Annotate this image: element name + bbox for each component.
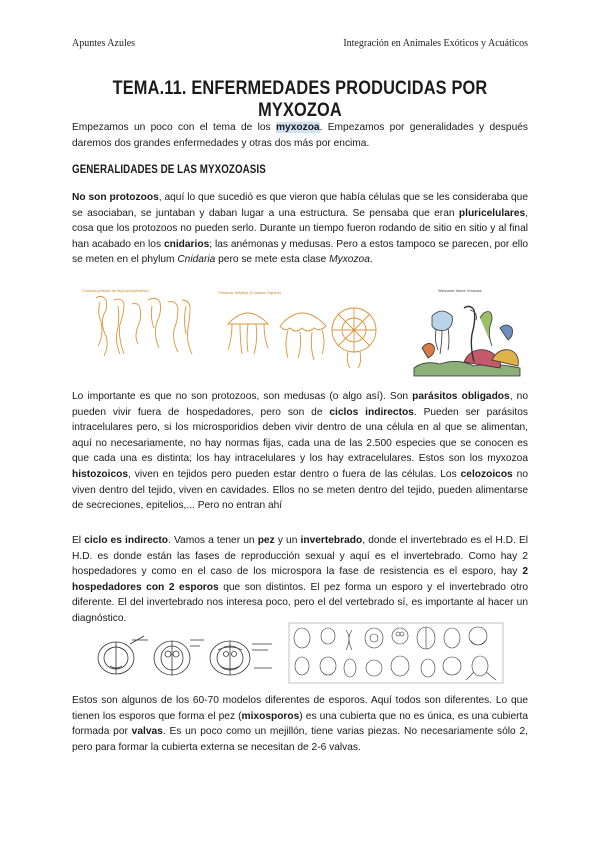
p4-bold-2: valvas [131,726,163,738]
p2-text-2: , no pueden vivir fuera de hospedadores, pero son de [72,391,528,418]
paragraph-1 [72,190,528,268]
p1-bold-3: cnidarios [163,238,210,250]
p1-text-2: , cosa que los protozoos no pueden serlo. Durante un tiempo fueron rodando de sitio en sitio y al final han acabado en los [72,207,528,250]
p1-bold-1: No son protozoos [72,192,159,203]
figure-c-caption: Welcome home Vmozoa [438,288,482,293]
p2-text-4: , viven en tejidos pero pueden estar dentro o fuera de las células. Los [128,468,461,480]
figure-b-caption: Cnidaria Jellyfish (Cnidaria Taporis) [218,290,281,295]
p4-bold-1: mixosporos [241,710,300,722]
p2-text-3: . Pueden ser parásitos intracelulares pero, si los microsporidios deben vivir dentro de una célula en al que se alimentan, aquí no necesariamente, no hay normas fijas, cada una de las 2.500 especies que se conocen es que cada una es distinta; los hay intracelulares y los hay extracelulares. Estos son los myxozoa [72,406,528,465]
header-left: Apuntes Azules [72,38,136,49]
p3-bold-3: invertebrado [300,535,363,546]
p2-bold-1: parásitos obligados [412,391,510,402]
p3-text-3: y un [274,535,301,546]
spore-diagram-figure-left [90,626,280,682]
spore-diagram-figure-right [288,622,504,684]
paragraph-2 [72,389,528,514]
p2-bold-3: histozoicos [72,468,129,480]
p3-text-4: , donde el invertebrado es el H.D. El H.D. es donde están las fases de reproducción sexual y aquí es el invertebrado. Como hay 2 hospedadores y como en el caso de los microspora la fase de resistencia es el esporo, hay [72,535,528,578]
p1-text-3: ; las anémonas y medusas. Pero a estos tampoco se parecen, por ello se meten en el phylum [72,238,528,266]
paragraph-4 [72,693,528,755]
section-heading-generalidades: GENERALIDADES DE LAS MYXOZOASIS [72,164,266,176]
intro-paragraph [72,120,528,151]
p1-italic-2: Myxozoa [329,254,370,266]
header-right: Integración en Animales Exóticos y Acuáticos [343,38,528,49]
p2-text-1: Lo importante es que no son protozoos, son medusas (o algo así). Son [72,391,413,402]
p1-italic-1: Cnidaria [177,254,216,266]
p1-text-1: , aquí lo que sucedió es que vieron que había células que se les consideraba que se asociaban, se juntaban y daban lugar a una estructura. Se pensaba que eran [72,192,528,219]
page-title: TEMA.11. ENFERMEDADES PRODUCIDAS POR MYXOZOA [112,78,488,121]
p4-text-1: Estos son algunos de los 60-70 modelos diferentes de esporos. Aquí todos son diferentes. Lo que tienen los esporos que forma el pez ( [72,695,528,722]
p3-text-1: El [72,535,85,546]
intro-highlight: myxozoa [275,122,320,133]
p4-text-3: . Es un poco como un mejillón, tiene varias piezas. No necesariamente sólo 2, pero para formar la cubierta externa se necesitan de 2-6 valvas. [72,726,528,753]
p3-text-2: . Vamos a tener un [168,535,258,546]
intro-text-2: . Empezamos por generalidades y después daremos dos grandes enfermedades y otras dos más por encima. [72,122,528,149]
p3-text-5: que son distintos. El pez forma un esporo y el invertebrado otro diferente. El del invertebrado nos interesa poco, pero el del vertebrado sí, es importante al hacer un diagnóstico. [72,581,529,624]
p2-text-5: no viven dentro del tejido, viven en cavidades. Ellos no se meten dentro del tejido, pueden alimentarse de secreciones, epitelios,... Pero no entran ahí [72,468,528,512]
p4-text-2: ) es una cubierta que no es única, es una cubierta formada por [72,710,528,738]
p3-bold-4: 2 hospedadores con 2 esporos [72,566,528,593]
jellyfish-sketch-figure-b [212,290,387,372]
figure-a-caption: Cnidaria (fossils de Myxozoo/jellyfish) [82,288,149,293]
p1-bold-2: pluricelulares [458,207,526,219]
jellyfish-sketch-figure-a [78,288,203,370]
p1-text-4: pero se mete esta clase [215,254,330,266]
p3-bold-1: ciclo es indirecto [84,535,169,546]
p1-text-5: . [369,254,373,266]
p2-bold-2: ciclos indirectos [329,406,414,418]
p3-bold-2: pez [257,535,275,546]
welcome-cartoon-figure-c [408,288,526,378]
paragraph-3 [72,533,528,627]
intro-text-1: Empezamos un poco con el tema de los [72,122,276,133]
p2-bold-4: celozoicos [460,468,513,480]
